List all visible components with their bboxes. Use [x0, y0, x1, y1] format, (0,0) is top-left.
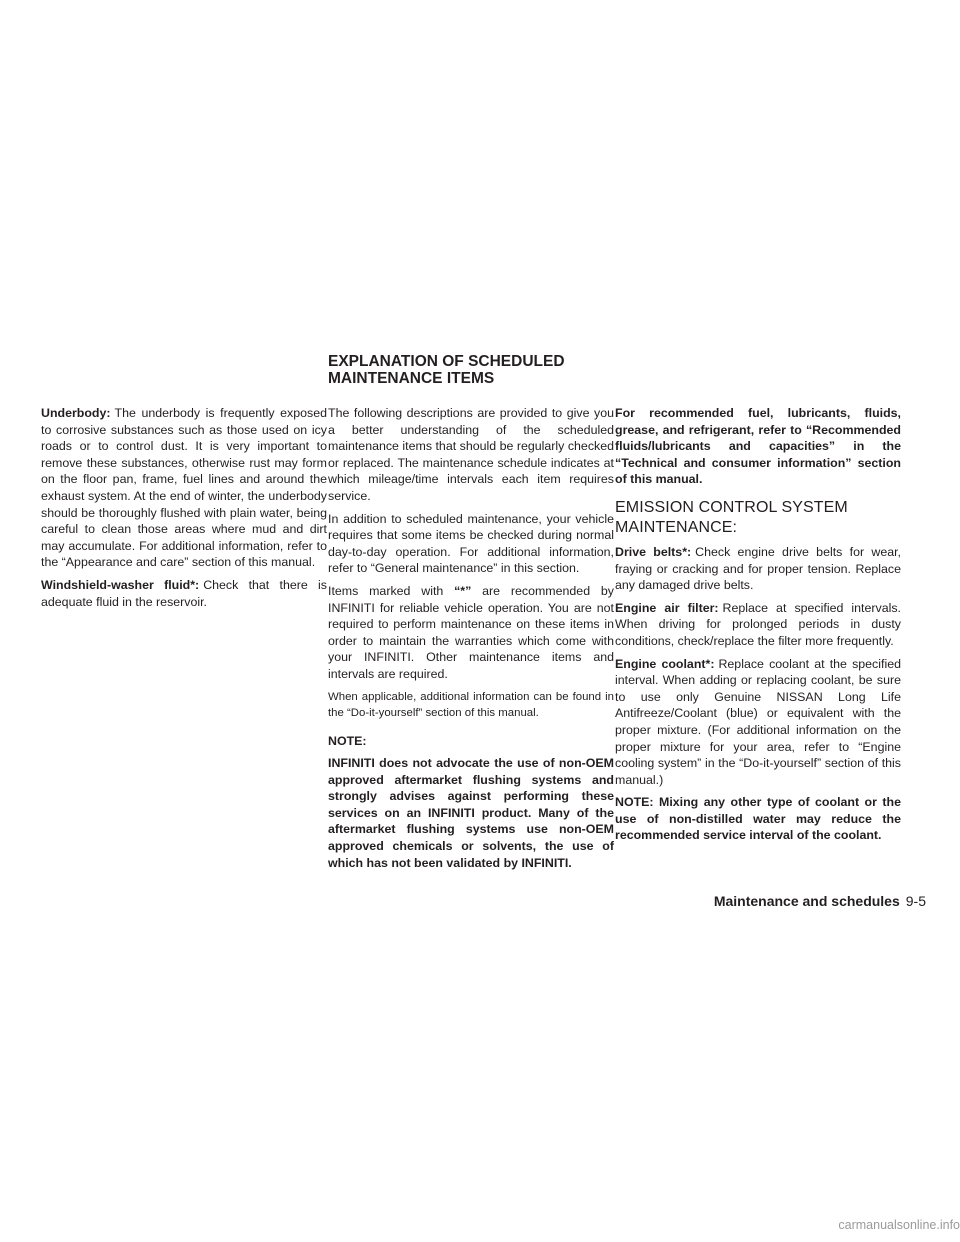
underbody-text: The underbody is frequently exposed to corrosive substances such as those used on icy roads or to control dust. It is very important to remove these substances, otherwise rust may form on the floor pan, frame, fuel lines and around the exhaust system. At the end of winter, the underbody should be thoroughly flushed with plain water, being careful to clean those areas where mud and dirt may accumulate. For additional information, refer to the “Appearance and care” section of this manual. — [41, 406, 327, 570]
air-filter-label: Engine air filter: — [615, 600, 719, 615]
section-title-line-1: EXPLANATION OF SCHEDULED — [328, 353, 565, 370]
watermark: carmanualsonline.info — [838, 1218, 960, 1232]
drive-belts-text: Check engine drive belts for wear, fraying or cracking and for proper tension. Replace any damaged drive belts. — [615, 544, 901, 593]
emission-heading-line-2: MAINTENANCE: — [615, 518, 738, 536]
fluids-reference-paragraph: For recommended fuel, lubricants, fluids, grease, and refrigerant, refer to “Recommended fluids/lubricants and capacities” in the “Technical and consumer information” section of this manual. — [615, 406, 901, 487]
column-middle — [328, 405, 614, 877]
asterisk-items-pre: Items marked with — [328, 583, 444, 598]
air-filter-paragraph — [615, 600, 901, 650]
asterisk-mark: “*” — [454, 583, 472, 598]
washer-fluid-paragraph — [41, 577, 327, 610]
page-number: 9-5 — [905, 893, 926, 909]
note-heading: NOTE: — [328, 733, 367, 748]
underbody-paragraph — [41, 405, 327, 571]
flushing-note-paragraph: INFINITI does not advocate the use of non-OEM approved aftermarket flushing systems and strongly advises against performing these services on an INFINITI product. Many of the aftermarket flushing systems use non-OEM approved chemicals or solvents, the use of which has not been validated by INFINITI. — [328, 756, 614, 870]
intro-paragraph: The following descriptions are provided to give you a better understanding of the scheduled maintenance items that should be regularly checked or replaced. The maintenance schedule indicates at which mileage/time intervals each item requires service. — [328, 406, 614, 503]
air-filter-text: Replace at specified intervals. When driving for prolonged periods in dusty conditions, check/replace the filter more frequently. — [615, 600, 901, 648]
engine-coolant-text: Replace coolant at the specified interval. When adding or replacing coolant, be sure to use only Genuine NISSAN Long Life Antifreeze/Coolant (blue) or equivalent with the proper mixture. (For additional information on the proper mixture for your area, refer to “Engine cooling system” in the “Do-it-yourself” section of this manual.) — [615, 656, 901, 787]
engine-coolant-label: Engine coolant*: — [615, 656, 715, 671]
engine-coolant-paragraph — [615, 656, 901, 789]
chapter-title: Maintenance and schedules — [713, 893, 900, 909]
column-right — [615, 405, 901, 850]
coolant-note-paragraph: NOTE: Mixing any other type of coolant or the use of non-distilled water may reduce the recommended service interval of the coolant. — [615, 795, 901, 843]
daily-checks-paragraph: In addition to scheduled maintenance, your vehicle requires that some items be checked during normal day-to-day operation. For additional information, refer to “General maintenance” in this section. — [328, 511, 614, 576]
page-footer — [700, 893, 926, 910]
washer-fluid-label: Windshield-washer fluid*: — [41, 577, 200, 592]
section-title — [328, 353, 728, 387]
column-left — [41, 405, 327, 616]
drive-belts-label: Drive belts*: — [615, 544, 692, 559]
emission-control-heading — [615, 498, 901, 538]
asterisk-items-paragraph — [328, 583, 614, 683]
emission-heading-line-1: EMISSION CONTROL SYSTEM — [615, 498, 848, 516]
drive-belts-paragraph — [615, 544, 901, 594]
underbody-label: Underbody: — [41, 406, 111, 420]
asterisk-items-post: are recommended by INFINITI for reliable vehicle operation. You are not required to perform maintenance on these items in order to maintain the warranties which come with your INFINITI. Other maintenance items and intervals are required. — [328, 583, 614, 681]
washer-fluid-text: Check that there is adequate fluid in the reservoir. — [41, 577, 328, 609]
additional-info-paragraph: When applicable, additional information can be found in the “Do-it-yourself” section of this manual. — [328, 690, 614, 719]
section-title-line-2: MAINTENANCE ITEMS — [328, 370, 495, 387]
